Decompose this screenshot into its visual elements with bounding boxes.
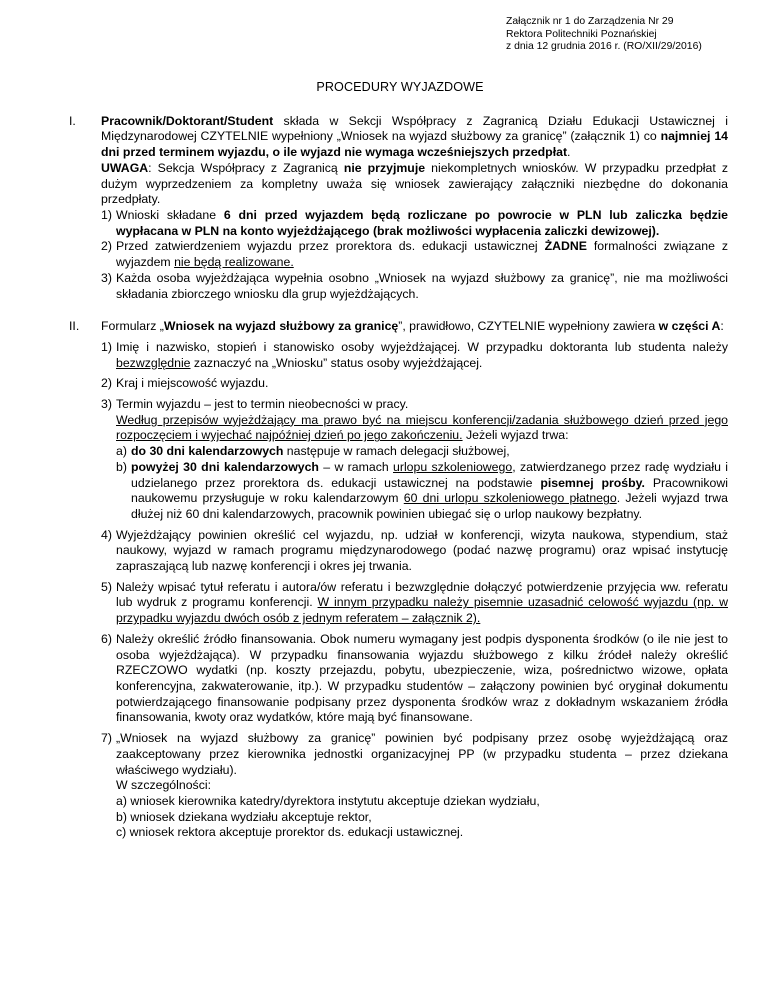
item-number: 4) [101, 527, 112, 542]
bold-text: najmniej 14 dni przed terminem wyjazdu, o ile wyjazd nie wymaga wcześniejszych przedpłat [101, 129, 728, 160]
text: składa w Sekcji Współpracy z Zagranicą Działu Edukacji Ustawicznej i Międzynarodowej CZYTELNIE wypełniony „Wniosek na wyjazd służbowy za granicę” (załącznik 1) co [101, 113, 728, 144]
sub-item-text [131, 444, 728, 460]
paragraph [101, 319, 728, 335]
text: W szczególności: [116, 778, 211, 793]
list-item [101, 632, 728, 726]
item-text [116, 397, 728, 523]
text: Należy wpisać tytuł referatu i autora/ów referatu i bezwzględnie dołączyć potwierdzenie przyjęcia ww. referatu lub wydruk z programu konferencji. [116, 579, 728, 610]
item-number: 1) [101, 339, 112, 354]
underlined-text: urlopu szkoleniowego [393, 459, 513, 474]
underlined-text: nie będą realizowane. [174, 255, 294, 270]
list-item [101, 731, 728, 841]
item-text: Kraj i miejscowość wyjazdu. [116, 376, 269, 391]
sub-item-letter: a) [116, 444, 127, 459]
sub-item [116, 460, 728, 523]
paragraph [101, 114, 728, 161]
sub-item [116, 444, 728, 460]
item-number: 6) [101, 631, 112, 646]
section-number: I. [69, 113, 76, 128]
list [101, 208, 728, 302]
bold-text: Pracownik/Doktorant/Student [101, 113, 274, 128]
text: „Wniosek na wyjazd służbowy za granicę” powinien być podpisany przez osobę wyjeżdżającą oraz zaakceptowany przez kierownika jednostki organizacyjnej PP (w przypadku studenta – przez dziekana właściwego wydziału). [116, 731, 728, 777]
bold-text: 6 dni przed wyjazdem będą rozliczane po powrocie w PLN lub zaliczka będzie wypłacana w PLN na konto wyjeżdżającego (brak możliwości wypłacenia zaliczki dewizowej). [116, 208, 729, 238]
document-title: PROCEDURY WYJAZDOWE [316, 79, 484, 94]
sub-item-text: c) wniosek rektora akceptuje prorektor ds. edukacji ustawicznej. [116, 825, 464, 840]
sub-item-text: b) wniosek dziekana wydziału akceptuje rektor, [116, 809, 372, 824]
bold-text: UWAGA [101, 160, 149, 175]
text: – w ramach [318, 459, 394, 474]
section-2 [69, 319, 729, 841]
underlined-text: bezwzględnie [116, 355, 191, 370]
list-item [101, 397, 728, 523]
list-item [101, 271, 728, 302]
item-text [116, 208, 728, 239]
paragraph [101, 161, 728, 208]
text: Wnioski składane [116, 208, 224, 222]
underlined-text: W innym przypadku należy pisemnie uzasadnić celowość wyjazdu (np. w przypadku wyjazdu dwóch osób z jednym referatem – załącznik 2). [116, 595, 728, 626]
text: Jeżeli wyjazd trwa: [462, 428, 569, 443]
item-text [116, 340, 728, 371]
annex-line: Rektora Politechniki Poznańskiej [506, 28, 657, 40]
sub-item-text [131, 460, 728, 523]
bold-text: powyżej 30 dni kalendarzowych [131, 459, 319, 474]
item-number: 3) [101, 270, 112, 285]
bold-text: w części A [658, 319, 721, 334]
item-number: 1) [101, 208, 112, 222]
bold-text: Wniosek na wyjazd służbowy za granicę [163, 319, 399, 334]
item-text [116, 731, 728, 841]
text: : Sekcja Współpracy z Zagranicą [148, 160, 344, 175]
section-number: II. [69, 319, 80, 334]
item-text: Wyjeżdżający powinien określić cel wyjazdu, np. udział w konferencji, wizyta naukowa, stypendium, staż naukowy, wyjazd w ramach programu międzynarodowego (podać nazwę programu) oraz wpisać instytucję zapraszającą lub nazwę konferencji i okres jej trwania. [116, 527, 728, 574]
section-body [101, 114, 728, 302]
item-text [116, 239, 728, 270]
bold-text: ŻADNE [544, 239, 587, 254]
underlined-text: 60 dni urlopu szkoleniowego płatnego [403, 491, 617, 506]
text: następuje w ramach delegacji służbowej, [283, 444, 510, 459]
item-number: 7) [101, 731, 112, 746]
text: : [720, 319, 724, 334]
item-number: 3) [101, 397, 112, 412]
list-item [101, 580, 728, 627]
annex-header [506, 16, 728, 54]
item-text [116, 580, 728, 627]
text: , zatwierdzanego przez radę wydziału i udzielanego przez prorektora ds. edukacji ustawicznej na podstawie [131, 459, 728, 490]
text: Przed zatwierdzeniem wyjazdu przez prorektora ds. edukacji ustawicznej [116, 239, 545, 254]
text: formalności związane z wyjazdem [116, 239, 728, 270]
item-number: 2) [101, 239, 112, 254]
bold-text: nie przyjmuje [343, 160, 426, 175]
section-1 [69, 113, 729, 302]
text: . Jeżeli wyjazd trwa dłużej niż 60 dni kalendarzowych, pracownik powinien ubiegać się o urlop naukowy bezpłatny. [131, 491, 728, 521]
underlined-text: Według przepisów wyjeżdżający ma prawo być na miejscu konferencji/zadania służbowego dzień przed jego rozpoczęciem i wyjechać najpóźniej dzień po jego zakończeniu. [116, 412, 728, 443]
bold-text: do 30 dni kalendarzowych [131, 444, 284, 459]
text: . [567, 145, 571, 160]
list-item [101, 376, 728, 392]
list-item [101, 340, 728, 371]
section-body [101, 319, 728, 841]
annex-line: Załącznik nr 1 do Zarządzenia Nr 29 [506, 16, 674, 27]
list-item [101, 528, 728, 575]
item-text: Każda osoba wyjeżdżająca wypełnia osobno „Wniosek na wyjazd służbowy za granicę”, nie ma możliwości składania zbiorczego wniosku dla grup wyjeżdżających. [116, 270, 728, 301]
text: Termin wyjazdu – jest to termin nieobecności w pracy. [116, 397, 409, 412]
text: Formularz „ [101, 319, 164, 334]
list-item [101, 208, 728, 239]
text: zaznaczyć na „Wniosku” status osoby wyjeżdżającej. [190, 355, 483, 370]
text: Pracownikowi naukowemu przysługuje w roku kalendarzowym [131, 475, 729, 506]
text: niekompletnych wniosków. W przypadku przedpłat z dużym wyprzedzeniem za kompletny uważa się wniosek zawierający załączniki niezbędne do dokonania przedpłaty. [101, 160, 728, 207]
sub-item-letter: b) [116, 459, 127, 474]
annex-line: z dnia 12 grudnia 2016 r. (RO/XII/29/2016) [506, 41, 702, 53]
text: Imię i nazwisko, stopień i stanowisko osoby wyjeżdżającej. W przypadku doktoranta lub studenta należy [116, 339, 728, 354]
list [101, 340, 728, 841]
item-number: 2) [101, 376, 112, 391]
sub-item-text: a) wniosek kierownika katedry/dyrektora instytutu akceptuje dziekan wydziału, [116, 793, 540, 808]
item-number: 5) [101, 579, 112, 594]
item-text: Należy określić źródło finansowania. Obok numeru wymagany jest podpis dysponenta środków (o ile nie jest to osoba wyjeżdżająca). W przypadku finansowania wyjazdu służbowego z kilku źródeł należy określić RZECZOWO wydatki (np. koszty przejazdu, pobytu, ubezpieczenie, wiza, pośrednictwo wizowe, opłata konferencyjna, zakwaterowanie, itp.). W przypadku studentów – załączony powinien być oryginał dokumentu potwierdzającego finansowanie podpisany przez dysponenta środków wraz z dokładnym wskazaniem źródła finansowania, kwoty oraz wydatków, które mają być finansowane. [116, 631, 728, 725]
text: ”, prawidłowo, CZYTELNIE wypełniony zawiera [398, 319, 659, 334]
list-item [101, 239, 728, 270]
bold-text: pisemnej prośby. [540, 475, 645, 490]
